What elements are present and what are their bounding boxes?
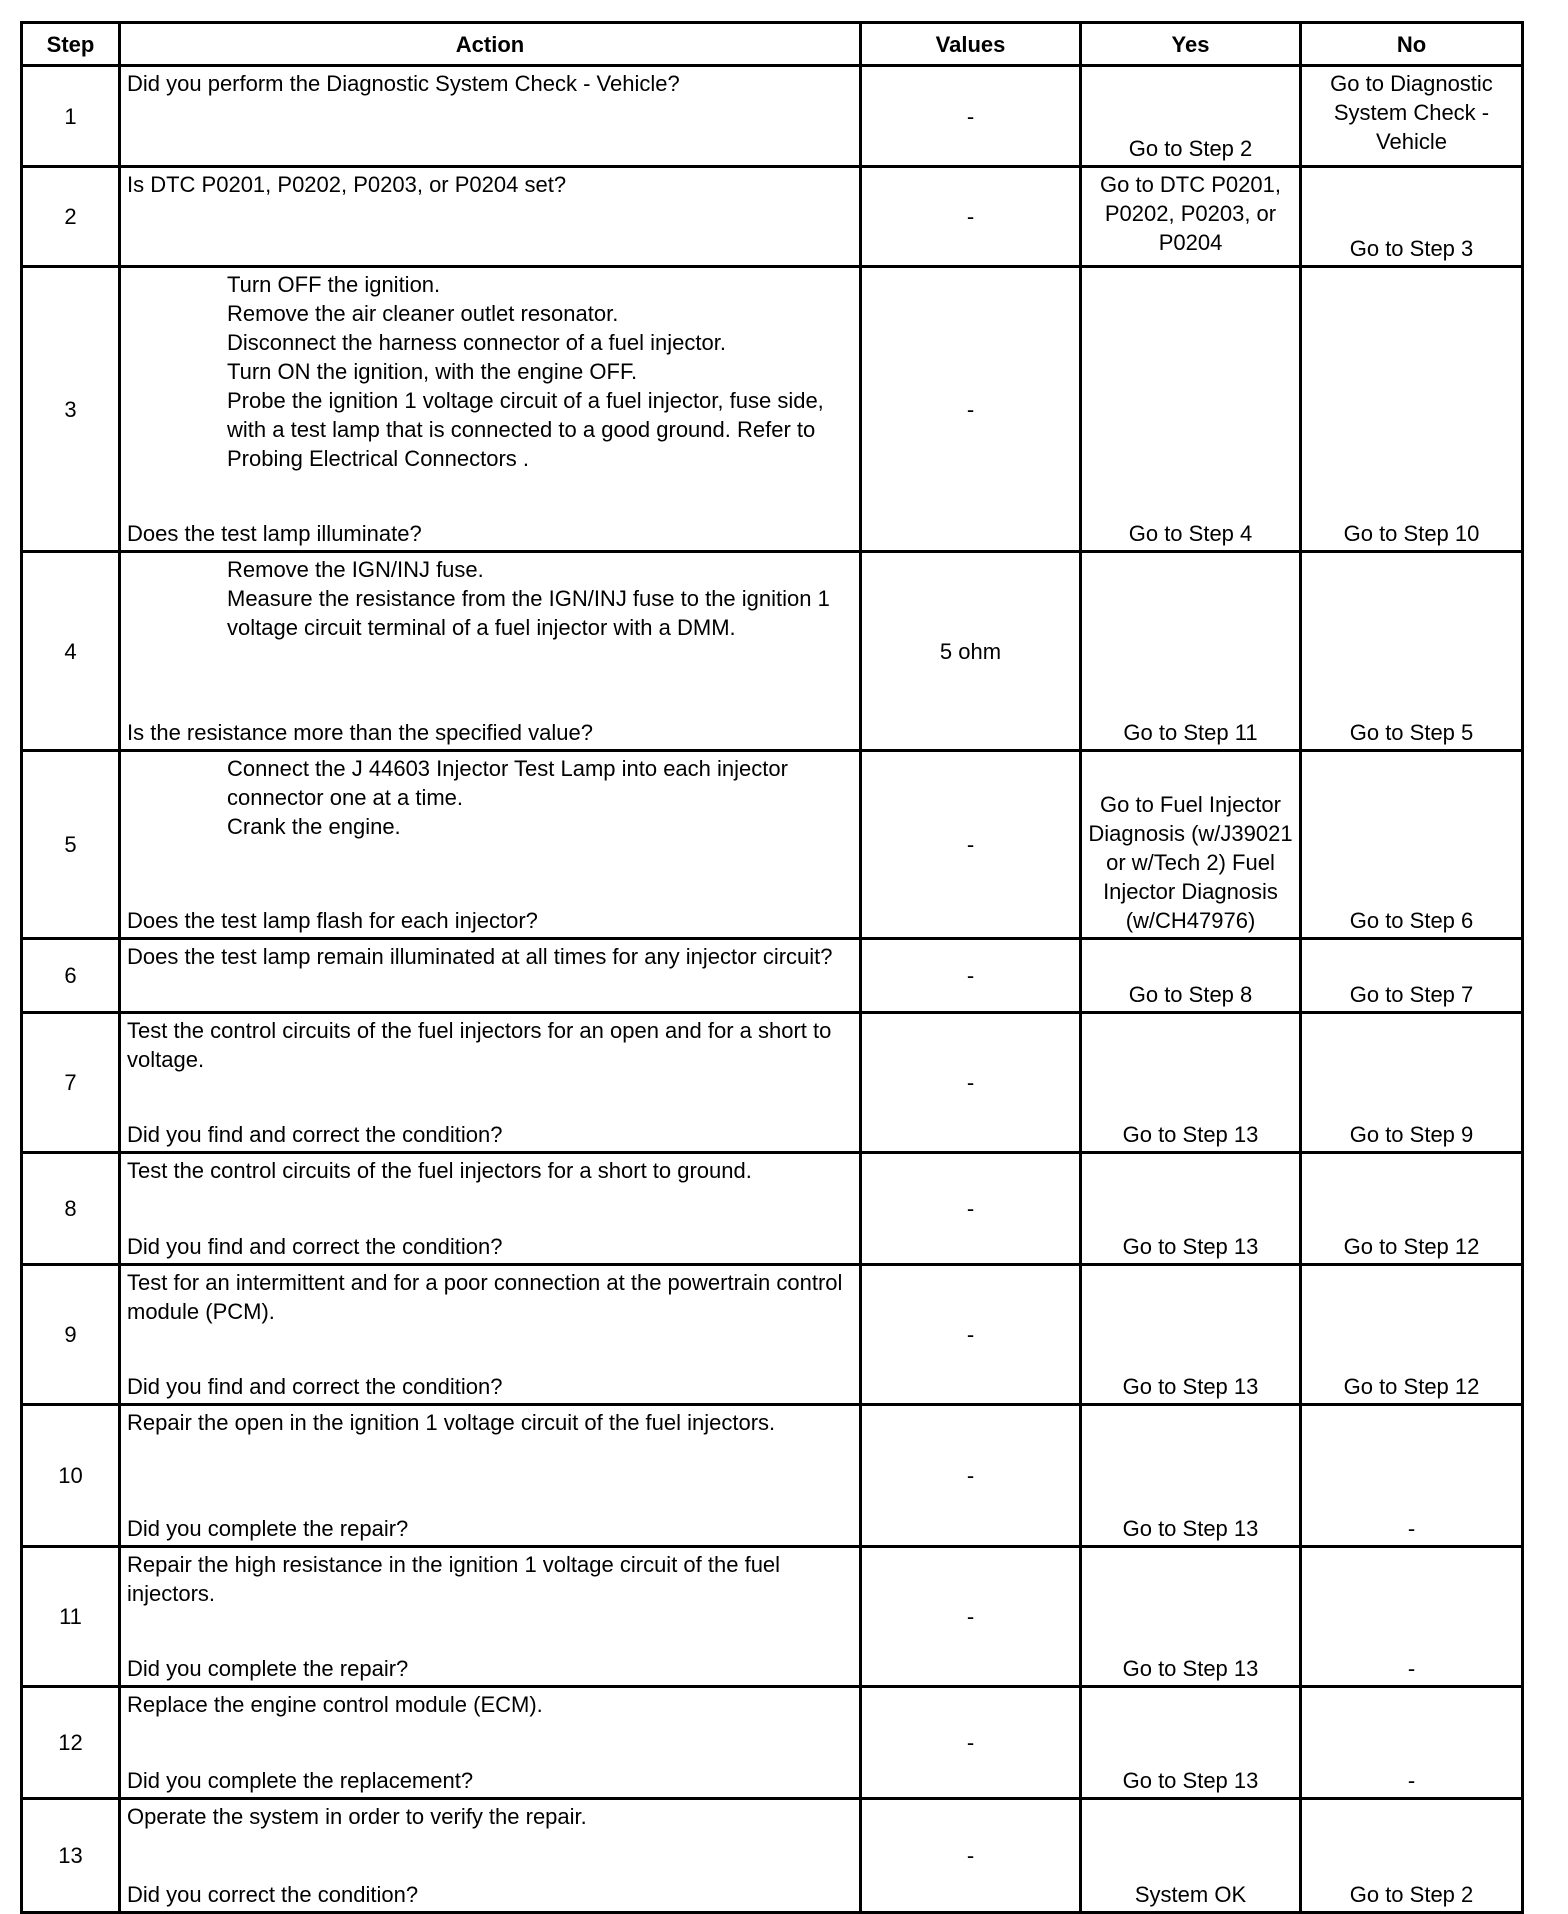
action-question: Did you complete the replacement?: [127, 1768, 474, 1793]
action-cell: [120, 1265, 861, 1405]
no-cell: -: [1301, 1547, 1523, 1687]
header-step: Step: [22, 23, 120, 66]
instruction-item: Crank the engine.: [227, 814, 401, 839]
header-values: Values: [861, 23, 1081, 66]
table-row: [22, 267, 1523, 552]
action-instructions: [127, 1016, 853, 1074]
action-content: [127, 1408, 853, 1543]
action-cell: [120, 1687, 861, 1799]
table-row: [22, 1265, 1523, 1405]
action-cell: [120, 751, 861, 939]
table-row: [22, 66, 1523, 167]
table-row: [22, 1687, 1523, 1799]
yes-cell: Go to Step 4: [1081, 267, 1301, 552]
action-question: Does the test lamp illuminate?: [127, 521, 422, 546]
no-cell: Go to Diagnostic System Check - Vehicle: [1301, 66, 1523, 167]
yes-cell: Go to Step 13: [1081, 1687, 1301, 1799]
action-instructions: [127, 942, 853, 971]
action-question: Did you find and correct the condition?: [127, 1122, 503, 1147]
action-cell: [120, 939, 861, 1013]
action-instructions: [127, 170, 853, 199]
value-cell: -: [861, 1405, 1081, 1547]
action-instructions: [127, 754, 853, 841]
action-text: Repair the high resistance in the ignition 1 voltage circuit of the fuel injectors.: [127, 1552, 781, 1606]
no-cell: Go to Step 12: [1301, 1153, 1523, 1265]
action-question: Is the resistance more than the specified value?: [127, 720, 593, 745]
yes-cell: Go to Step 13: [1081, 1013, 1301, 1153]
yes-cell: Go to Fuel Injector Diagnosis (w/J39021 or w/Tech 2) Fuel Injector Diagnosis (w/CH47976): [1081, 751, 1301, 939]
action-text: Does the test lamp remain illuminated at all times for any injector circuit?: [127, 944, 833, 969]
step-number: 5: [22, 751, 120, 939]
step-number: 10: [22, 1405, 120, 1547]
no-cell: Go to Step 9: [1301, 1013, 1523, 1153]
table-row: [22, 751, 1523, 939]
instruction-item: Connect the J 44603 Injector Test Lamp into each injector connector one at a time.: [227, 756, 788, 810]
step-number: 6: [22, 939, 120, 1013]
action-question: Did you correct the condition?: [127, 1882, 419, 1907]
action-instructions: [127, 1802, 853, 1831]
table-row: [22, 1547, 1523, 1687]
instruction-item: Turn ON the ignition, with the engine OFF.: [227, 359, 638, 384]
header-yes: Yes: [1081, 23, 1301, 66]
instruction-item: Remove the air cleaner outlet resonator.: [227, 301, 619, 326]
action-text: Test the control circuits of the fuel injectors for an open and for a short to voltage.: [127, 1018, 832, 1072]
table-row: [22, 939, 1523, 1013]
yes-cell: Go to DTC P0201, P0202, P0203, or P0204: [1081, 167, 1301, 267]
no-cell: Go to Step 5: [1301, 552, 1523, 751]
action-question: Did you complete the repair?: [127, 1516, 409, 1541]
yes-cell: Go to Step 11: [1081, 552, 1301, 751]
step-number: 4: [22, 552, 120, 751]
action-instructions: [127, 1690, 853, 1719]
step-number: 8: [22, 1153, 120, 1265]
action-content: [127, 1156, 853, 1261]
instruction-item: Disconnect the harness connector of a fuel injector.: [227, 330, 726, 355]
action-cell: [120, 66, 861, 167]
no-cell: -: [1301, 1405, 1523, 1547]
action-instructions: [127, 1550, 853, 1608]
instruction-item: Turn OFF the ignition.: [227, 272, 441, 297]
instruction-item: Probe the ignition 1 voltage circuit of a fuel injector, fuse side, with a test lamp that is connected to a good ground. Refer to Probing Electrical Connectors .: [227, 388, 824, 471]
action-instructions: [127, 555, 853, 642]
yes-cell: Go to Step 13: [1081, 1265, 1301, 1405]
action-content: [127, 942, 853, 1009]
no-cell: Go to Step 10: [1301, 267, 1523, 552]
action-instructions: [127, 1408, 853, 1437]
diagnostic-table: [20, 21, 1524, 1914]
action-question: Did you complete the repair?: [127, 1656, 409, 1681]
action-question: Does the test lamp flash for each injector?: [127, 908, 538, 933]
action-content: [127, 1690, 853, 1795]
action-content: [127, 1268, 853, 1401]
yes-cell: Go to Step 8: [1081, 939, 1301, 1013]
action-instructions: [127, 270, 853, 473]
no-cell: -: [1301, 1687, 1523, 1799]
step-number: 2: [22, 167, 120, 267]
action-cell: [120, 1547, 861, 1687]
value-cell: -: [861, 66, 1081, 167]
table-row: [22, 552, 1523, 751]
yes-cell: Go to Step 13: [1081, 1153, 1301, 1265]
value-cell: -: [861, 751, 1081, 939]
table-row: [22, 1153, 1523, 1265]
value-cell: -: [861, 1687, 1081, 1799]
header-action: Action: [120, 23, 861, 66]
no-cell: Go to Step 2: [1301, 1799, 1523, 1913]
value-cell: -: [861, 1265, 1081, 1405]
action-cell: [120, 267, 861, 552]
value-cell: 5 ohm: [861, 552, 1081, 751]
action-content: [127, 754, 853, 935]
instruction-item: Measure the resistance from the IGN/INJ fuse to the ignition 1 voltage circuit terminal of a fuel injector with a DMM.: [227, 586, 830, 640]
action-text: Test the control circuits of the fuel injectors for a short to ground.: [127, 1158, 752, 1183]
action-cell: [120, 167, 861, 267]
action-text: Replace the engine control module (ECM).: [127, 1692, 543, 1717]
header-row: [22, 23, 1523, 66]
table-row: [22, 167, 1523, 267]
yes-cell: System OK: [1081, 1799, 1301, 1913]
table-row: [22, 1405, 1523, 1547]
step-number: 3: [22, 267, 120, 552]
action-instructions: [127, 1268, 853, 1326]
action-text: Is DTC P0201, P0202, P0203, or P0204 set?: [127, 172, 567, 197]
value-cell: -: [861, 267, 1081, 552]
action-question: Did you find and correct the condition?: [127, 1234, 503, 1259]
action-content: [127, 1802, 853, 1909]
step-number: 12: [22, 1687, 120, 1799]
header-no: No: [1301, 23, 1523, 66]
table-row: [22, 1799, 1523, 1913]
step-number: 9: [22, 1265, 120, 1405]
action-instructions: [127, 1156, 853, 1185]
table-row: [22, 1013, 1523, 1153]
step-number: 1: [22, 66, 120, 167]
instruction-item: Remove the IGN/INJ fuse.: [227, 557, 484, 582]
action-cell: [120, 1153, 861, 1265]
action-cell: [120, 1405, 861, 1547]
no-cell: Go to Step 12: [1301, 1265, 1523, 1405]
step-number: 13: [22, 1799, 120, 1913]
action-question: Did you find and correct the condition?: [127, 1374, 503, 1399]
yes-cell: Go to Step 13: [1081, 1405, 1301, 1547]
action-text: Operate the system in order to verify the repair.: [127, 1804, 587, 1829]
value-cell: -: [861, 1547, 1081, 1687]
action-text: Test for an intermittent and for a poor connection at the powertrain control module (PCM).: [127, 1270, 843, 1324]
yes-cell: Go to Step 2: [1081, 66, 1301, 167]
step-number: 7: [22, 1013, 120, 1153]
value-cell: -: [861, 167, 1081, 267]
action-content: [127, 69, 853, 163]
action-instructions: [127, 69, 853, 98]
action-content: [127, 1550, 853, 1683]
no-cell: Go to Step 3: [1301, 167, 1523, 267]
value-cell: -: [861, 1799, 1081, 1913]
action-content: [127, 1016, 853, 1149]
value-cell: -: [861, 939, 1081, 1013]
no-cell: Go to Step 6: [1301, 751, 1523, 939]
action-text: Repair the open in the ignition 1 voltage circuit of the fuel injectors.: [127, 1410, 776, 1435]
action-text: Did you perform the Diagnostic System Check - Vehicle?: [127, 71, 680, 96]
value-cell: -: [861, 1153, 1081, 1265]
action-content: [127, 555, 853, 747]
value-cell: -: [861, 1013, 1081, 1153]
action-cell: [120, 1013, 861, 1153]
action-content: [127, 170, 853, 263]
action-cell: [120, 552, 861, 751]
yes-cell: Go to Step 13: [1081, 1547, 1301, 1687]
action-content: [127, 270, 853, 548]
step-number: 11: [22, 1547, 120, 1687]
action-cell: [120, 1799, 861, 1913]
no-cell: Go to Step 7: [1301, 939, 1523, 1013]
